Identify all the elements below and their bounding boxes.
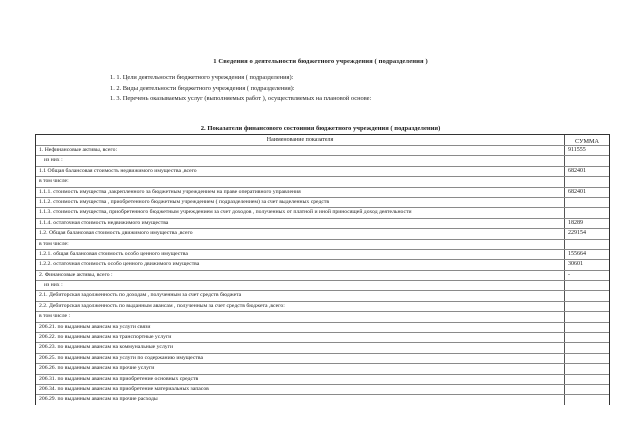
row-sum [564,343,609,352]
row-sum [564,395,609,404]
section-1-title: 1 Сведения о деятельности бюджетного учреждения ( подразделения ) [213,58,428,65]
row-name: из них : [44,157,63,164]
row-sum [564,354,609,363]
table-row [36,176,609,186]
row-name: 206.22. по выданным авансам на транспортные услуги [39,334,172,341]
section-1-item: 1. 2. Виды деятельности бюджетного учреждения ( подразделения): [110,84,295,92]
table-row [36,342,609,352]
row-name: в том числе: [39,240,69,247]
table-row [36,207,609,217]
row-name: 1.2.1. общая балансовая стоимость особо ценного имущества [39,250,188,257]
row-name: 1.1.1. стоимость имущества ,закрепленного за бюджетным учреждением на праве оперативного управления [39,188,301,195]
row-sum: - [564,271,609,280]
table-body [36,145,609,405]
table-row [36,353,609,363]
table-row [36,301,609,311]
row-sum [564,333,609,342]
row-name: 206.34. по выданным авансам на приобретение материальных запасов [39,385,209,392]
table-row [36,280,609,290]
row-sum: 18289 [564,219,609,228]
row-sum [564,177,609,186]
row-sum [564,240,609,249]
indicators-table [35,134,610,405]
table-row [36,228,609,238]
row-sum [564,375,609,384]
row-name: 1.1.3. стоимость имущества, приобретенного бюджетным учреждением за счет доходов , полученных от платной и иной приносящей доход деятельности [39,209,412,216]
row-sum: 155664 [564,250,609,259]
row-name: 1.2.2. остаточная стоимость особо ценного движимого имущества [39,261,200,268]
table-row [36,374,609,384]
header-sum: СУММА [564,135,609,145]
row-sum [564,281,609,290]
table-row [36,166,609,176]
row-sum: 682401 [564,167,609,176]
row-name: 206.25. по выданным авансам на услуги по содержанию имущества [39,354,203,361]
table-row [36,218,609,228]
section-1-item: 1. 1. Цели деятельности бюджетного учреждения ( подразделения): [110,74,294,81]
row-name: 206.23. по выданным авансам на коммунальные услуги [39,344,174,351]
section-2-title: 2. Показатели финансового состоиния бюджетного учреждения ( подразделения) [200,125,441,132]
row-name: 1.1.4. остаточная стоимость недвижимого имущества [39,219,169,226]
section-1-list [110,73,371,105]
table-row [36,384,609,394]
table-row [36,187,609,197]
row-name: в том числе: [39,178,69,185]
header-name: Наименование показателя [266,137,334,143]
table-row [36,290,609,300]
table-row [36,197,609,207]
row-sum [564,364,609,373]
table-row [36,145,609,155]
row-sum [564,291,609,300]
table-header [36,135,609,145]
row-sum [564,208,609,217]
row-sum [564,385,609,394]
row-sum [564,302,609,311]
table-row [36,239,609,249]
table-row [36,322,609,332]
table-row [36,311,609,321]
row-sum: 682401 [564,188,609,197]
table-row [36,259,609,269]
table-row [36,155,609,165]
row-name: 2. Финансовые активы, всего : [39,271,113,278]
row-sum [564,312,609,321]
table-row [36,270,609,280]
row-name: 2.1. Дебиторская задолженность по доходам , полученным за счет средств бюджета [39,292,242,299]
row-sum [564,156,609,165]
row-sum: 229154 [564,229,609,238]
table-row [36,394,609,404]
row-name: 206.21. по выданным авансам на услуги связи [39,323,151,330]
row-name: 1. Нефинансовые активы, всего: [39,147,118,153]
row-sum: 911555 [564,146,609,155]
row-name: 206.26. по выданным авансам на прочие услуги [39,365,155,372]
row-name: 1.2. Общая балансовая стоимость движимого имущества ,всего [39,230,193,237]
row-name: 2.2. Дебиторская задолженность по выданным авансам , полученным за счет средств бюджета ,всего: [39,302,285,309]
row-sum [564,198,609,207]
table-row [36,249,609,259]
row-name: 206.29. по выданным авансам на прочие расходы [39,396,158,403]
section-1-item: 1. 3. Перечень оказываемых услуг (выполняемых работ ), осуществляемых на плановой основе: [110,95,372,102]
row-sum: 30601 [564,260,609,269]
row-name: 206.31. по выданным авансам на приобретение основных средств [39,375,199,382]
row-name: 1.1.2. стоимость имущества , приобретенного бюджетным учреждением ( подразделением) за счет выделенных средств [39,198,330,205]
table-row [36,363,609,373]
row-name: из них : [44,282,63,289]
table-row [36,332,609,342]
row-name: в том числе : [39,313,71,320]
row-name: 1.1 Общая балансовая стоимость недвижимого имущества ,всего [39,167,197,174]
row-sum [564,323,609,332]
